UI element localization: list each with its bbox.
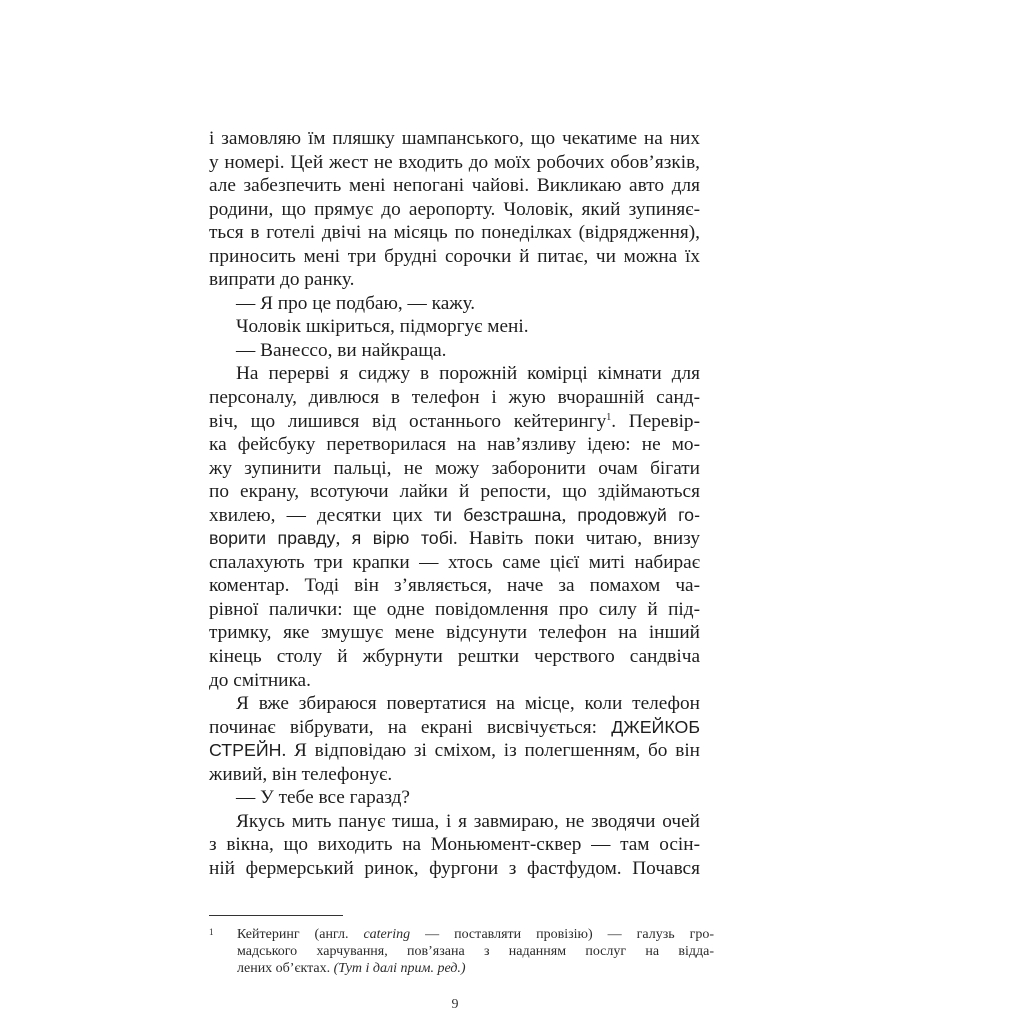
text-line: ка фейсбуку перетворилася на нав’язливу ідею: не мо- [209,434,700,456]
text-line: Якусь мить панує тиша, і я завмираю, не зводячи очей [236,810,700,832]
text-span: лених об’єктах. [237,961,334,977]
body-text [209,127,700,881]
text-line [209,410,700,434]
dialogue-line: — У тебе все гаразд? [236,787,410,809]
text-line: жу зупинити пальці, не можу заборонити очам бігати [209,457,700,479]
footnote-line: мадського харчування, пов’язана з наданням послуг на віддa- [237,944,714,960]
text-line: з вікна, що виходить на Моньюмент-сквер — там осін- [209,834,700,856]
quoted-phrase: продовжуй го- [577,504,700,525]
text-line: живий, він телефонує. [209,763,393,785]
quoted-phrase: я вірю тобі [351,528,453,549]
text-span: . Навіть поки читаю, внизу [452,528,700,550]
text-line [209,504,700,528]
footnote-line [237,926,714,943]
text-span: , [335,528,352,550]
footnote-divider [209,915,343,916]
text-span: . Я відповідаю зі сміхом, із полегшенням, бо він [281,740,700,762]
text-line [209,527,700,551]
text-line: родини, що прямує до аеропорту. Чоловік, який зупиняє- [209,198,700,220]
quoted-phrase: ворити правду [209,528,336,549]
caller-name: СТРЕЙН [209,740,282,761]
footnote [209,926,714,978]
text-line: ться в готелі двічі на місяць по понеділках (відрядження), [209,222,700,244]
text-span: , [561,504,578,526]
footnote-number: 1 [209,927,214,937]
text-line: але забезпечить мені непогані чайові. Викликаю авто для [209,175,700,197]
text-span: Кейтеринг (англ. [237,927,364,942]
quoted-phrase: ти безстрашна [433,504,562,525]
footnote-body [237,926,714,978]
text-line: Я вже збираюся повертатися на місце, коли телефон [236,693,700,715]
italic-term: catering [363,927,411,942]
text-line: випрати до ранку. [209,269,355,291]
dialogue-line: — Ванессо, ви найкраща. [236,339,447,361]
dialogue-line: — Я про це подбаю, — кажу. [236,292,476,314]
text-span: — поставляти провізію) — галузь гро- [410,927,714,942]
text-span: віч, що лишився від останнього кейтерингу [209,410,607,432]
text-line: і замовляю їм пляшку шампанського, що чекатиме на них [209,128,700,149]
text-line: кінець столу й жбурнути рештки черствого сандвіча [209,646,700,668]
footnote-line [237,960,714,977]
text-line: рівної палички: ще одне повідомлення про силу й під- [209,598,700,620]
text-line [209,716,700,740]
text-line [209,739,700,763]
text-span: починає вібрувати, на екрані висвічується: [209,716,612,738]
text-line: персоналу, дивлюся в телефон і жую вчорашній санд- [209,387,700,409]
page-number: 9 [451,997,459,1012]
text-span: . Перевір- [611,410,700,432]
text-line: тримку, яке змушує мене відсунути телефон на інший [209,622,700,644]
text-line: у номері. Цей жест не входить до моїх робочих обов’язків, [209,151,700,173]
caller-name: ДЖЕЙКОБ [611,716,700,737]
text-span: хвилею, — десятки цих [209,504,434,526]
footnote-ref: 1 [606,411,612,423]
text-line: На перерві я сиджу в порожній комірці кімнати для [236,363,700,385]
text-line: по екрану, всотуючи лайки й репости, що здіймаються [209,481,700,503]
text-line: коментар. Тоді він з’являється, наче за помахом ча- [209,575,700,597]
text-line: ній фермерський ринок, фургони з фастфудом. Почався [209,857,700,879]
text-line: приносить мені три брудні сорочки й питає, чи можна їх [209,245,700,267]
text-line: спалахують три крапки — хтось саме цієї миті набирає [209,551,700,573]
text-line: Чоловік шкіриться, підморгує мені. [236,316,529,338]
text-line: до смітника. [209,669,311,691]
editor-note: (Тут і далі прим. ред.) [333,961,466,977]
